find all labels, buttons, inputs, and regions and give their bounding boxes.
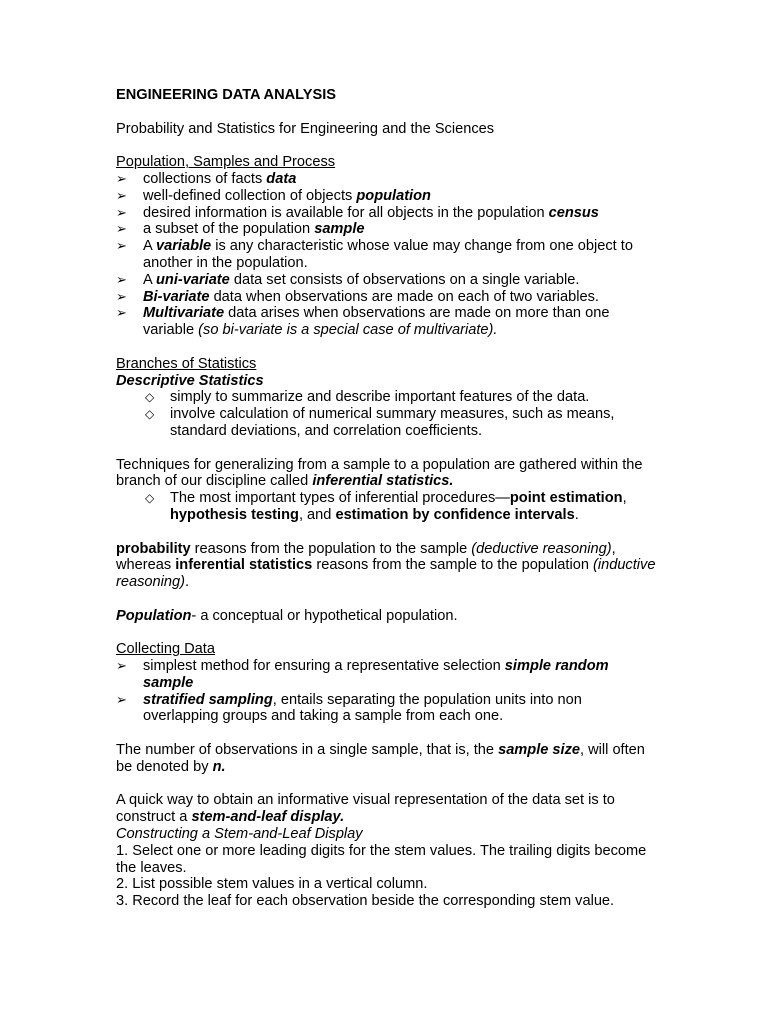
document-content bbox=[116, 87, 656, 910]
arrow-bullet-icon: ➢ bbox=[116, 221, 127, 237]
section-heading-branches: Branches of Statistics bbox=[116, 355, 257, 372]
descriptive-list bbox=[116, 389, 656, 439]
paragraph-reasoning: probability reasons from the population to the sample (deductive reasoning), whereas inferential statistics reasons from the sample to the population (inductive reasoning). bbox=[116, 540, 656, 591]
arrow-bullet-icon: ➢ bbox=[116, 170, 127, 186]
inferential-list bbox=[116, 490, 656, 524]
list-item: ➢ well-defined collection of objects population bbox=[116, 187, 431, 204]
arrow-bullet-icon: ➢ bbox=[116, 305, 127, 321]
list-item: ➢ A variable is any characteristic whose value may change from one object to another in the population. bbox=[116, 238, 633, 271]
list-item: ◇ simply to summarize and describe important features of the data. bbox=[145, 389, 590, 406]
paragraph-population-definition: Population- a conceptual or hypothetical population. bbox=[116, 607, 458, 624]
subheading-stem-leaf: Constructing a Stem-and-Leaf Display bbox=[116, 826, 363, 843]
paragraph-sample-size: The number of observations in a single sample, that is, the sample size, will often be denoted by n. bbox=[116, 742, 645, 775]
arrow-bullet-icon: ➢ bbox=[116, 204, 127, 220]
list-item: ➢ A uni-variate data set consists of observations on a single variable. bbox=[116, 271, 580, 288]
page-subtitle: Probability and Statistics for Engineering and the Sciences bbox=[116, 120, 495, 137]
list-item: ➢ Multivariate data arises when observations are made on more than one variable (so bi-variate is a special case of multivariate). bbox=[116, 305, 610, 339]
list-item: ➢ Bi-variate data when observations are made on each of two variables. bbox=[116, 288, 599, 305]
list-item: ➢ desired information is available for all objects in the population census bbox=[116, 204, 599, 221]
page-title: ENGINEERING DATA ANALYSIS bbox=[116, 87, 337, 103]
list-item: ➢ stratified sampling, entails separating the population units into non overlapping groups and taking a sample from each one. bbox=[116, 691, 582, 725]
list-item: ➢ a subset of the population sample bbox=[116, 221, 365, 238]
arrow-bullet-icon: ➢ bbox=[116, 288, 127, 304]
population-list bbox=[116, 171, 656, 339]
arrow-bullet-icon: ➢ bbox=[116, 271, 127, 287]
arrow-bullet-icon: ➢ bbox=[116, 238, 127, 254]
diamond-bullet-icon: ◇ bbox=[145, 390, 155, 405]
list-item: ➢ collections of facts data bbox=[116, 170, 297, 187]
subheading-descriptive: Descriptive Statistics bbox=[116, 372, 264, 389]
paragraph-inferential: Techniques for generalizing from a sample to a population are gathered within the branch of our discipline called inferential statistics. bbox=[116, 456, 643, 490]
list-item: ◇ The most important types of inferential procedures—point estimation, hypothesis testing, and estimation by confidence intervals. bbox=[145, 490, 627, 523]
arrow-bullet-icon: ➢ bbox=[116, 658, 127, 674]
collecting-list bbox=[116, 658, 656, 725]
section-heading-population: Population, Samples and Process bbox=[116, 154, 336, 171]
diamond-bullet-icon: ◇ bbox=[145, 407, 155, 422]
step-item: 2. List possible stem values in a vertical column. bbox=[116, 876, 428, 893]
arrow-bullet-icon: ➢ bbox=[116, 187, 127, 203]
paragraph-stem-leaf: A quick way to obtain an informative visual representation of the data set is to construct a stem-and-leaf display. bbox=[116, 792, 615, 826]
step-item: 3. Record the leaf for each observation beside the corresponding stem value. bbox=[116, 893, 615, 910]
list-item: ◇ involve calculation of numerical summary measures, such as means, standard deviations, and correlation coefficients. bbox=[145, 406, 615, 439]
step-item: 1. Select one or more leading digits for the stem values. The trailing digits become the leaves. bbox=[116, 842, 647, 876]
list-item: ➢ simplest method for ensuring a representative selection simple random sample bbox=[116, 658, 609, 691]
section-heading-collecting: Collecting Data bbox=[116, 641, 215, 658]
arrow-bullet-icon: ➢ bbox=[116, 691, 127, 707]
diamond-bullet-icon: ◇ bbox=[145, 491, 155, 506]
